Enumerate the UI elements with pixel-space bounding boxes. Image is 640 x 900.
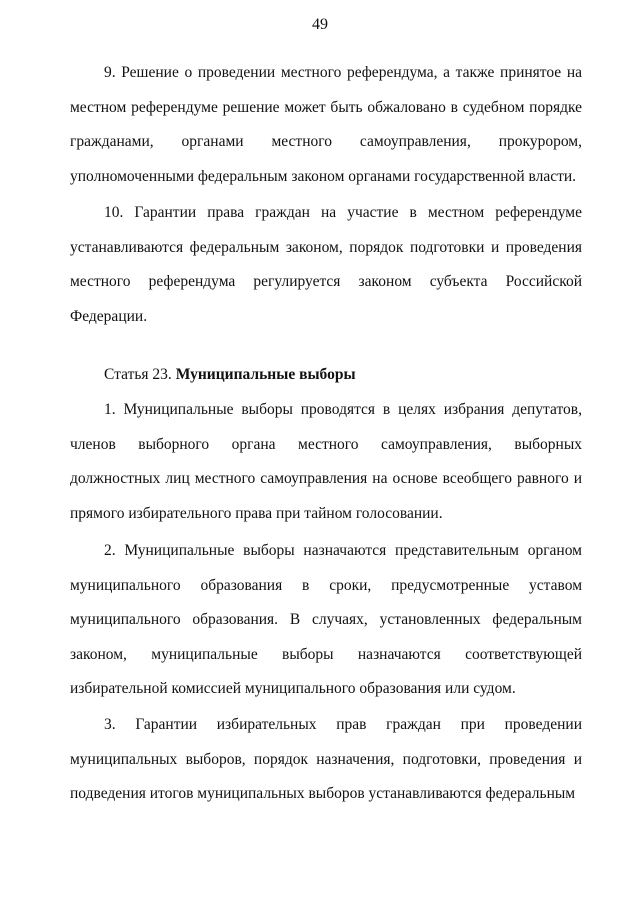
article-heading <box>104 363 356 387</box>
article-number: Статья 23. <box>104 366 172 383</box>
paragraph-9: 9. Решение о проведении местного референдума, а также принятое на местном референдуме решение может быть обжаловано в судебном порядке гражданами, органами местного самоуправления, прокурором, уполномоченными федеральным законом органами государственной власти. <box>70 64 582 185</box>
page-number: 49 <box>312 16 328 33</box>
article-paragraph-1: 1. Муниципальные выборы проводятся в целях избрания депутатов, членов выборного органа местного самоуправления, выборных должностных лиц местного самоуправления на основе всеобщего равного и прямого избирательного права при тайном голосовании. <box>70 401 582 522</box>
article-paragraph-3: 3. Гарантии избирательных прав граждан при проведении муниципальных выборов, порядок назначения, подготовки, проведения и подведения итогов муниципальных выборов устанавливаются федеральным <box>70 716 582 803</box>
article-title: Муниципальные выборы <box>175 366 356 383</box>
article-paragraph-2: 2. Муниципальные выборы назначаются представительным органом муниципального образования в сроки, предусмотренные уставом муниципального образования. В случаях, установленных федеральным законом, муниципальные выборы назначаются соответствующей избирательной комиссией муниципального образования или судом. <box>70 542 582 698</box>
paragraph-10: 10. Гарантии права граждан на участие в местном референдуме устанавливаются федеральным законом, порядок подготовки и проведения местного референдума регулируется законом субъекта Российской Федерации. <box>70 204 582 325</box>
